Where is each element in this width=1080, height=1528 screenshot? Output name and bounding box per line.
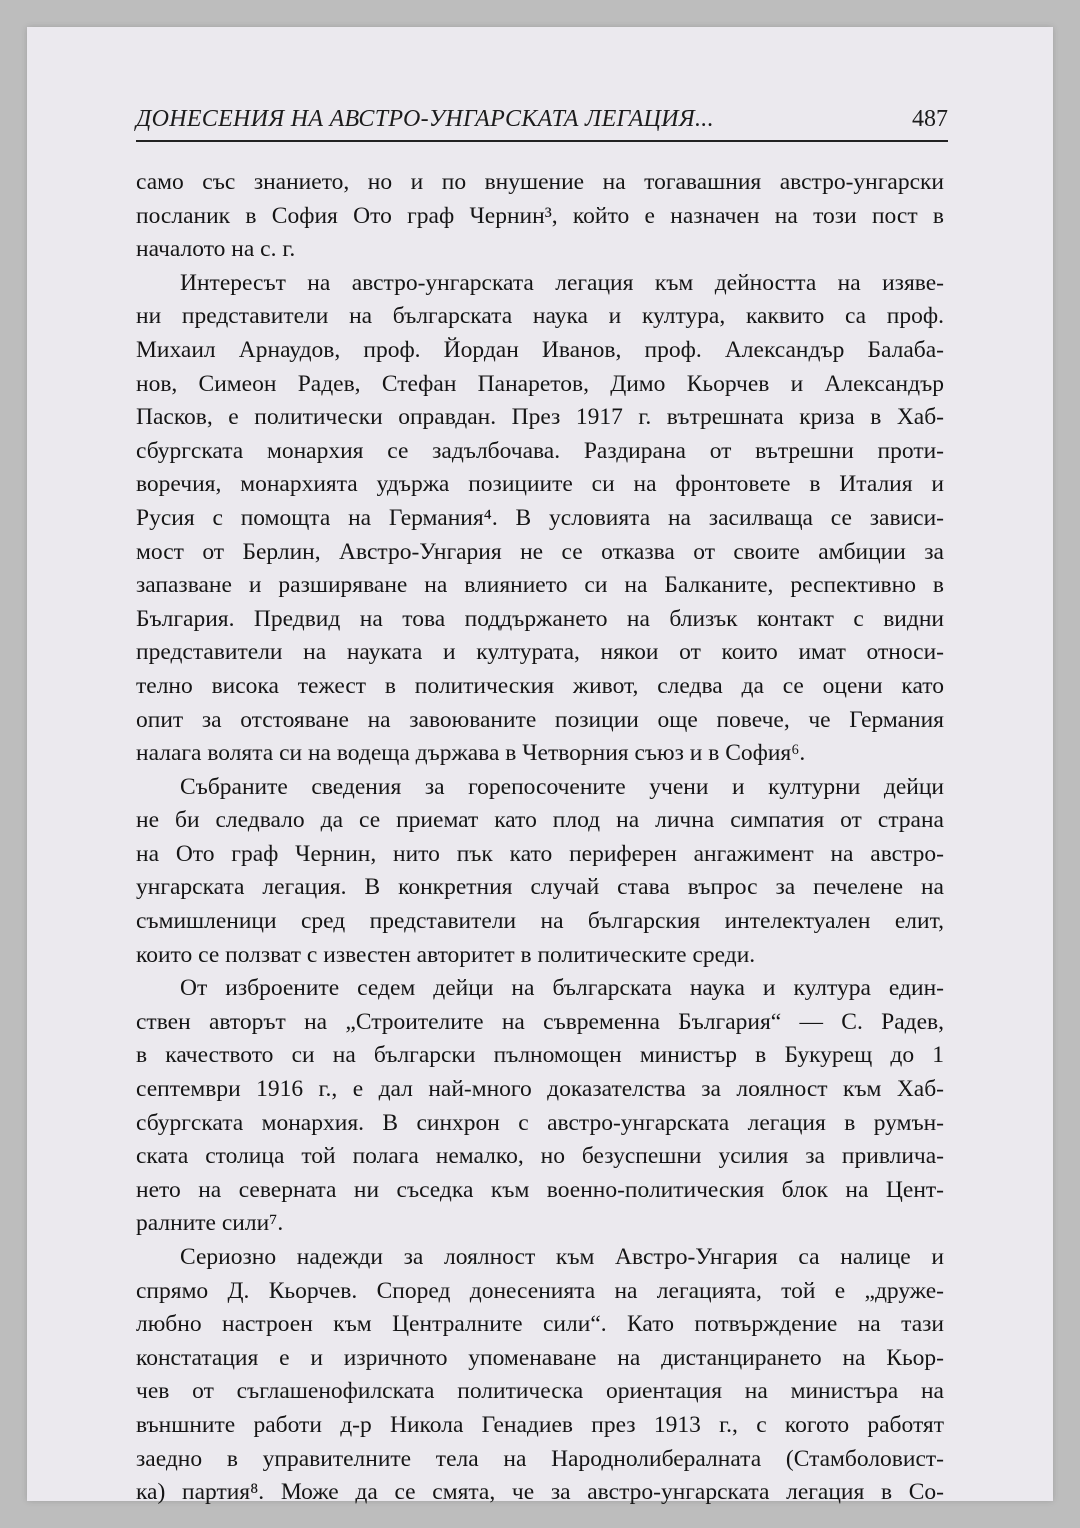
paragraph (136, 972, 944, 1241)
text-line: нов, Симеон Радев, Стефан Панаретов, Димо Кьорчев и Александър (136, 370, 944, 397)
text-line: Михаил Арнаудов, проф. Йордан Иванов, проф. Александър Балаба- (136, 336, 944, 363)
text-line: България. Предвид на това поддържането на близък контакт с видни (136, 605, 944, 632)
text-line: не би следвало да се приемат като плод на лична симпатия от страна (136, 807, 944, 834)
text-line: запазване и разширяване на влиянието си на Балканите, респективно в (136, 572, 944, 599)
text-line: телно висока тежест в политическия живот, следва да се оцени като (136, 672, 944, 699)
text-line: Пасков, е политически оправдан. През 1917 г. вътрешната криза в Хаб- (136, 404, 944, 431)
text-line: сбургската монархия се задълбочава. Раздирана от вътрешни проти- (136, 437, 944, 464)
text-line: унгарската легация. В конкретния случай става въпрос за печелене на (136, 874, 944, 901)
text-line: любно настроен към Централните сили“. Като потвърждение на тази (136, 1311, 944, 1338)
text-line: мост от Берлин, Австро-Унгария не се отказва от своите амбиции за (136, 538, 944, 565)
text-line: нето на северната ни съседка към военно-политическия блок на Цент- (136, 1176, 944, 1203)
text-line: на Ото граф Чернин, нито пък като периферен ангажимент на австро- (136, 840, 944, 867)
paragraph (136, 267, 944, 771)
text-line: ни представители на българската наука и култура, каквито са проф. (136, 303, 944, 330)
text-line: външните работи д-р Никола Генадиев през 1913 г., с когото работят (136, 1411, 944, 1438)
text-line: септември 1916 г., е дал най-много доказателства за лоялност към Хаб- (136, 1076, 944, 1103)
paragraph (136, 1241, 944, 1510)
text-line: спрямо Д. Кьорчев. Според донесенията на легацията, той е „друже- (136, 1277, 944, 1304)
text-line: констатация е и изричното упоменаване на дистанцирането на Кьор- (136, 1344, 944, 1371)
text-line: само със знанието, но и по внушение на тогавашния австро-унгарски (136, 169, 944, 195)
text-line: ската столица той полага немалко, но безуспешни усилия за привлича- (136, 1143, 944, 1170)
text-line: ка) партия⁸. Може да се смята, че за австро-унгарската легация в Со- (136, 1479, 944, 1506)
paragraph (136, 771, 944, 973)
text-line: ралните сили⁷. (136, 1210, 284, 1237)
text-line: представители на науката и културата, някои от които имат относи- (136, 639, 944, 666)
text-line: ствен авторът на „Строителите на съвременна България“ — С. Радев, (136, 1008, 944, 1035)
running-header-title: ДОНЕСЕНИЯ НА АВСТРО-УНГАРСКАТА ЛЕГАЦИЯ... (136, 106, 714, 132)
text-line: Русия с помощта на Германия⁴. В условията на засилваща се зависи- (136, 504, 944, 531)
text-line: Събраните сведения за горепосочените учени и културни дейци (180, 773, 944, 800)
paragraph (136, 166, 944, 267)
text-line: чев от съглашенофилската политическа ориентация на министъра на (136, 1378, 944, 1405)
text-line: в качеството си на български пълномощен министър в Букурещ до 1 (136, 1042, 944, 1069)
text-line: Интересът на австро-унгарската легация към дейността на изяве- (180, 269, 944, 296)
text-line: От изброените седем дейци на българската наука и култура един- (180, 975, 944, 1002)
text-line: съмишленици сред представители на българския интелектуален елит, (136, 908, 944, 935)
text-line: Сериозно надежди за лоялност към Австро-Унгария са налице и (180, 1244, 944, 1270)
header-rule (136, 140, 948, 142)
page-number: 487 (912, 106, 948, 132)
text-line: посланик в София Ото граф Чернин³, който е назначен на този пост в (136, 202, 944, 229)
text-line: опит за отстояване на завоюваните позиции още повече, че Германия (136, 706, 944, 733)
text-line: които се ползват с известен авторитет в политическите среди. (136, 941, 756, 968)
text-line: началото на с. г. (136, 236, 296, 263)
text-line: заедно в управителните тела на Народнолибералната (Стамболовист- (136, 1445, 944, 1472)
text-line: налага волята си на водеща държава в Четворния съюз и в София⁶. (136, 740, 806, 767)
text-line: воречия, монархията удържа позициите си на фронтовете в Италия и (136, 471, 944, 498)
text-line: сбургската монархия. В синхрон с австро-унгарската легация в румън- (136, 1109, 944, 1136)
body-text (136, 166, 944, 1510)
